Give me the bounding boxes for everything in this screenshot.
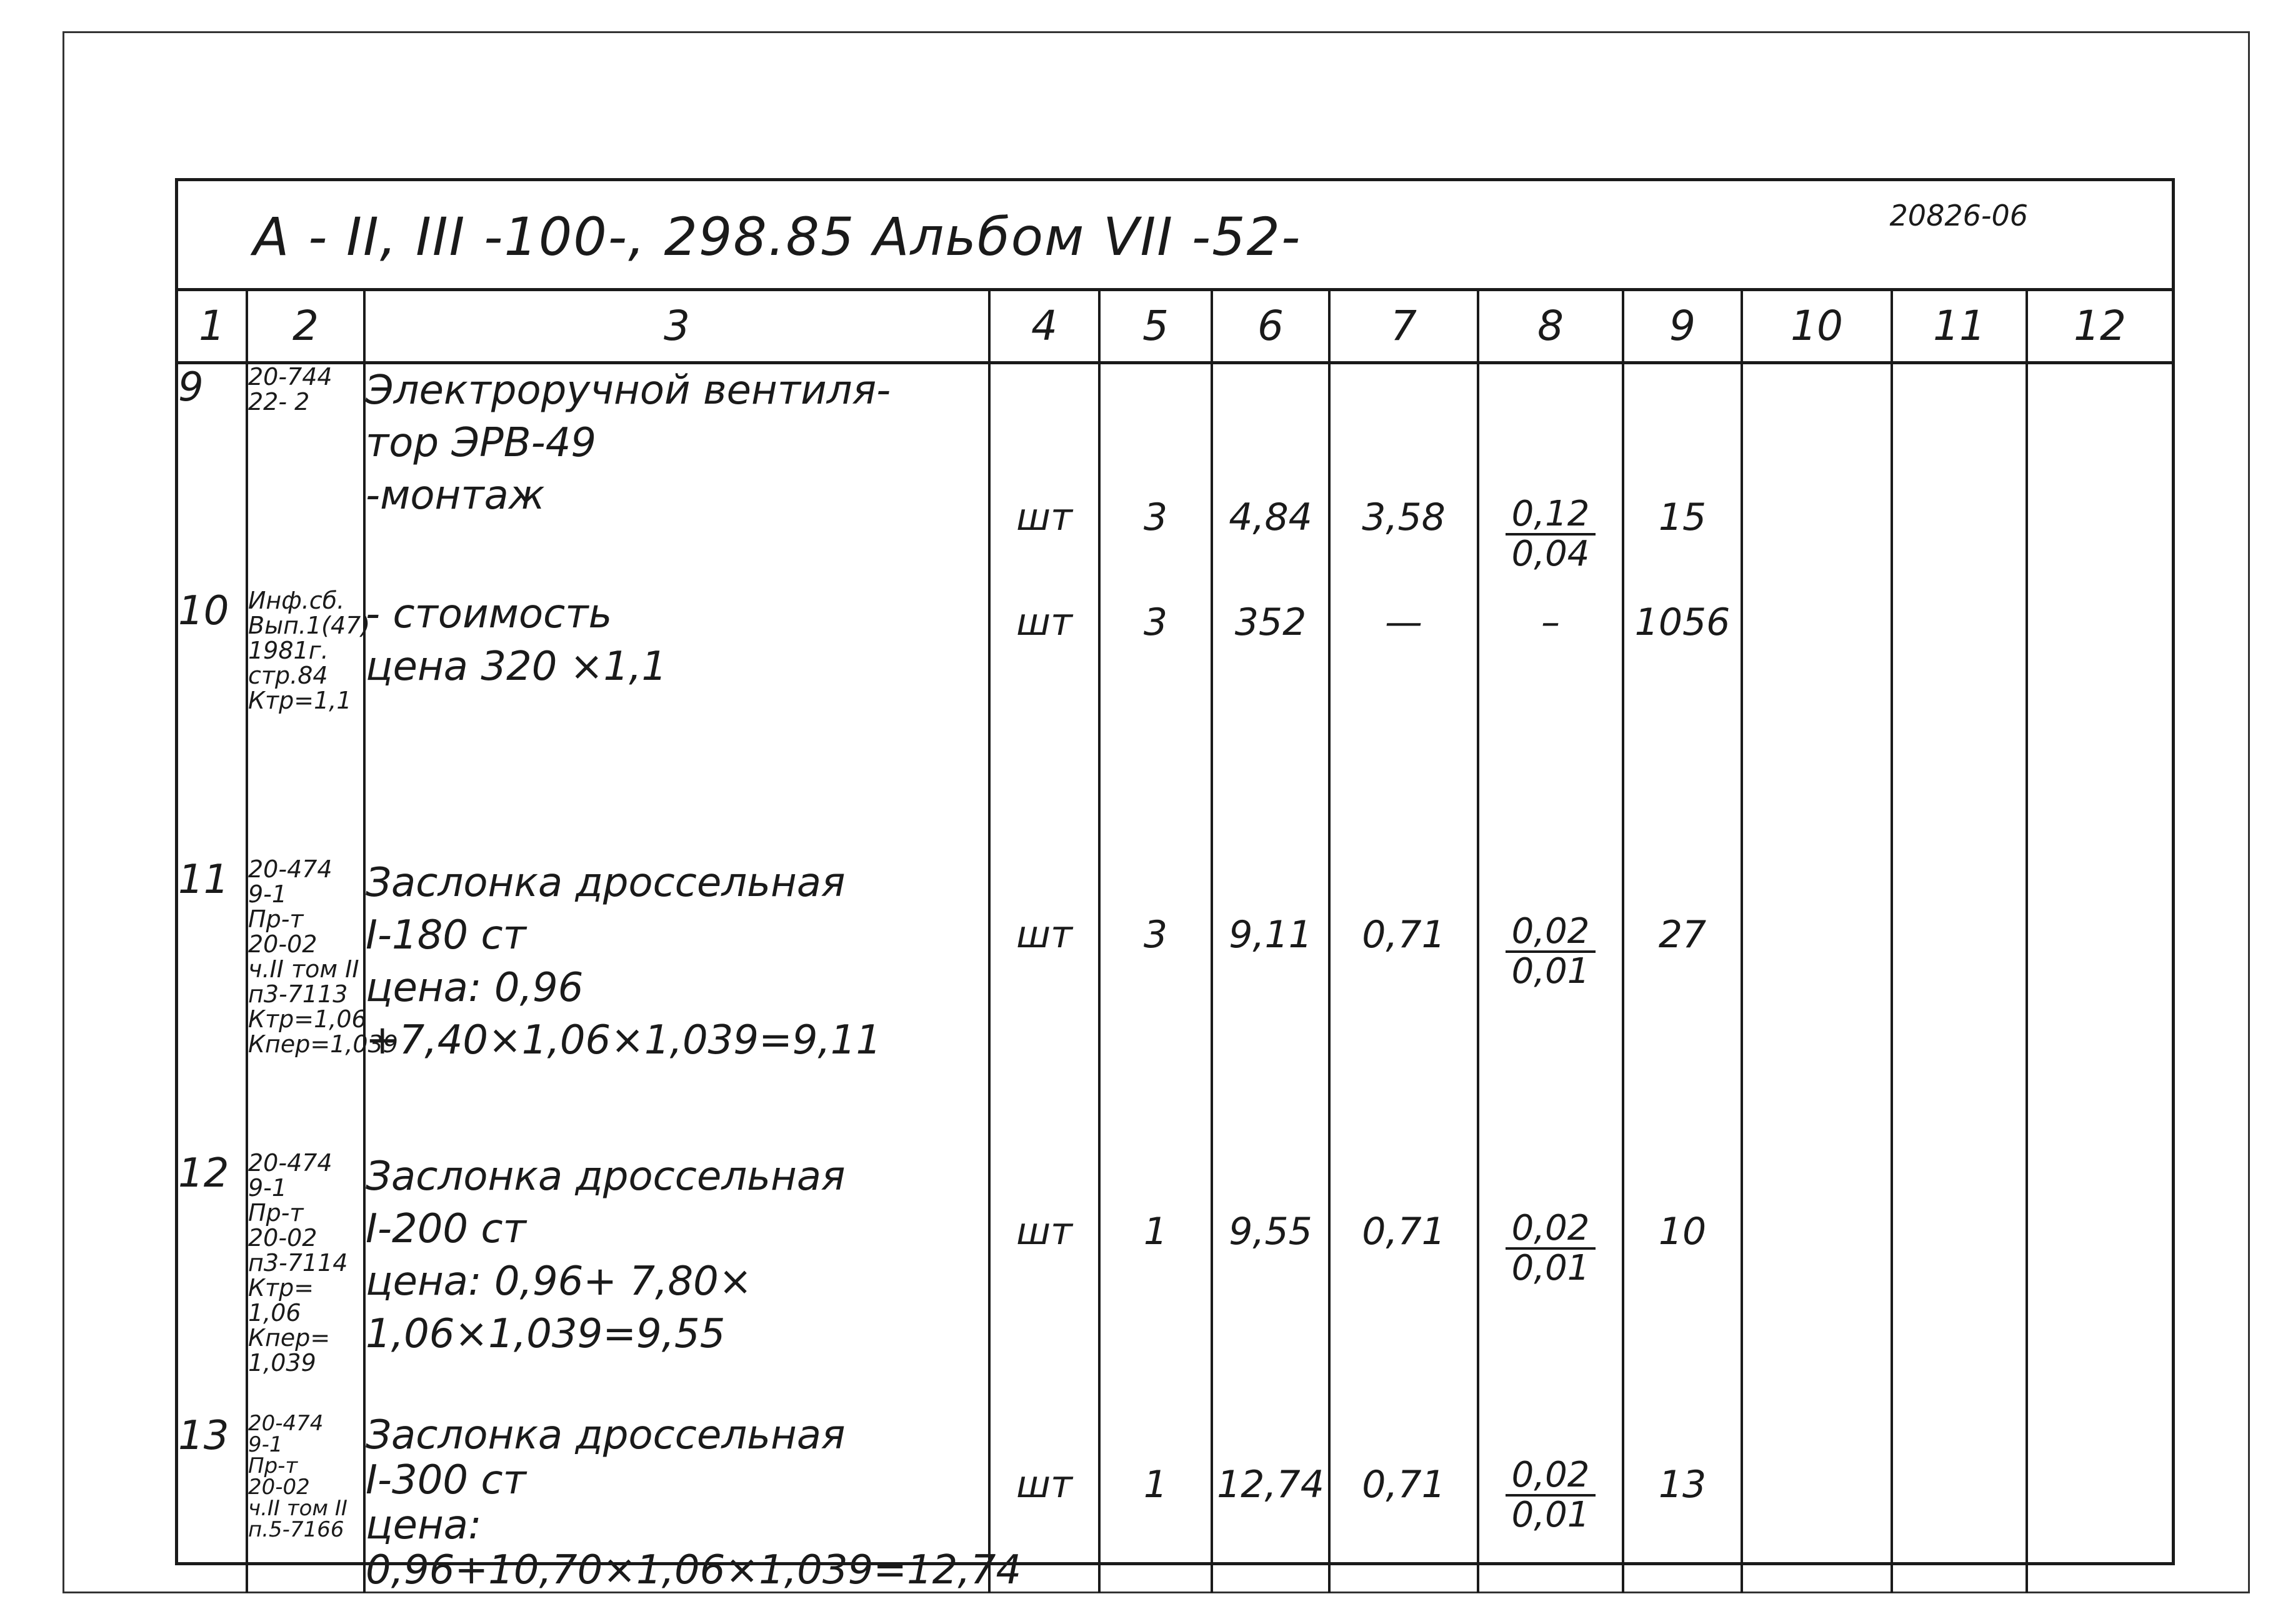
norm-reference: 20-744 22- 2 (247, 363, 364, 588)
col-7-value: 0,71 (1329, 857, 1478, 1150)
col-header: 2 (247, 291, 364, 363)
fraction-bottom: 0,01 (1511, 950, 1590, 992)
col-10-empty (1742, 363, 1892, 588)
unit: шт (989, 1413, 1099, 1593)
col-header: 1 (178, 291, 247, 363)
row-number: 12 (178, 1150, 229, 1197)
col-12-empty (2027, 1150, 2172, 1413)
unit-price: 9,55 (1212, 1150, 1329, 1413)
col-9-value: 1056 (1623, 588, 1742, 857)
col-header: 7 (1329, 291, 1478, 363)
norm-reference: 20-474 9-1 Пр-т 20-02 п3-7114 Ктр= 1,06 Кпер= 1,039 (247, 1150, 364, 1413)
unit-price: 9,11 (1212, 857, 1329, 1150)
estimate-table (178, 291, 2172, 1593)
unit: шт (989, 1150, 1099, 1413)
col-8-fraction (1478, 1150, 1623, 1413)
col-header: 10 (1742, 291, 1892, 363)
fraction-bottom: 0,01 (1511, 1247, 1590, 1288)
fraction-top: 0,12 (1506, 496, 1596, 536)
sheet-header (178, 181, 2172, 291)
col-11-empty (1892, 588, 2027, 857)
col-8-value: – (1478, 588, 1623, 857)
col-8-fraction (1478, 857, 1623, 1150)
table-row (178, 1150, 2172, 1413)
col-12-empty (2027, 857, 2172, 1150)
col-header: 8 (1478, 291, 1623, 363)
col-10-empty (1742, 588, 1892, 857)
quantity: 3 (1099, 588, 1212, 857)
item-description: Электроручной вентиля- тор ЭРВ-49 -монтаж (364, 363, 989, 588)
item-description: - стоимость цена 320 ×1,1 (364, 588, 989, 857)
col-9-value: 27 (1623, 857, 1742, 1150)
col-header: 6 (1212, 291, 1329, 363)
col-11-empty (1892, 857, 2027, 1150)
table-row (178, 857, 2172, 1150)
unit: шт (989, 857, 1099, 1150)
col-9-value: 13 (1623, 1413, 1742, 1593)
row-number: 9 (178, 364, 204, 411)
item-description: Заслонка дроссельная I-200 ст цена: 0,96+ 7,80× 1,06×1,039=9,55 (364, 1150, 989, 1413)
col-12-empty (2027, 1413, 2172, 1593)
document-code: 20826-06 (1889, 199, 2028, 232)
col-header: 5 (1099, 291, 1212, 363)
unit: шт (989, 363, 1099, 588)
norm-reference: Инф.сб. Вып.1(47) 1981г. стр.84 Ктр=1,1 (247, 588, 364, 857)
fraction-top: 0,02 (1506, 1210, 1596, 1250)
item-description: Заслонка дроссельная I-180 ст цена: 0,96 +7,40×1,06×1,039=9,11 (364, 857, 989, 1150)
fraction-bottom: 0,04 (1511, 534, 1590, 574)
unit-price: 12,74 (1212, 1413, 1329, 1593)
unit-price: 352 (1212, 588, 1329, 857)
unit-price: 4,84 (1212, 363, 1329, 588)
col-11-empty (1892, 1150, 2027, 1413)
row-number: 13 (178, 1412, 229, 1459)
col-7-value: 3,58 (1329, 363, 1478, 588)
col-12-empty (2027, 588, 2172, 857)
unit: шт (989, 588, 1099, 857)
quantity: 3 (1099, 857, 1212, 1150)
col-8-fraction (1478, 1413, 1623, 1593)
fraction-top: 0,02 (1506, 1457, 1596, 1497)
fraction-top: 0,02 (1506, 913, 1596, 953)
col-header: 11 (1892, 291, 2027, 363)
col-7-value: 0,71 (1329, 1150, 1478, 1413)
quantity: 1 (1099, 1413, 1212, 1593)
quantity: 1 (1099, 1150, 1212, 1413)
col-7-value: 0,71 (1329, 1413, 1478, 1593)
column-header-row (178, 291, 2172, 363)
col-12-empty (2027, 363, 2172, 588)
table-row (178, 1413, 2172, 1593)
document-title: A - II, III -100-, 298.85 Альбом VII -52- (253, 206, 1302, 267)
col-8-fraction (1478, 363, 1623, 588)
fraction-bottom: 0,01 (1511, 1494, 1590, 1535)
table-row (178, 588, 2172, 857)
norm-reference: 20-474 9-1 Пр-т 20-02 ч.II том II п3-7113 Ктр=1,06 Кпер=1,039 (247, 857, 364, 1150)
estimate-sheet (175, 178, 2175, 1593)
col-header: 12 (2027, 291, 2172, 363)
table-row (178, 363, 2172, 588)
col-header: 4 (989, 291, 1099, 363)
quantity: 3 (1099, 363, 1212, 588)
col-10-empty (1742, 1413, 1892, 1593)
col-7-value: — (1329, 588, 1478, 857)
col-10-empty (1742, 857, 1892, 1150)
col-9-value: 10 (1623, 1150, 1742, 1413)
col-10-empty (1742, 1150, 1892, 1413)
col-header: 9 (1623, 291, 1742, 363)
col-header: 3 (364, 291, 989, 363)
row-number: 11 (178, 856, 229, 903)
col-11-empty (1892, 1413, 2027, 1593)
row-number: 10 (178, 587, 229, 634)
col-11-empty (1892, 363, 2027, 588)
col-9-value: 15 (1623, 363, 1742, 588)
item-description: Заслонка дроссельная I-300 ст цена: 0,96+10,70×1,06×1,039=12,74 (366, 1412, 1022, 1593)
norm-reference: 20-474 9-1 Пр-т 20-02 ч.II том II п.5-7166 (247, 1413, 364, 1593)
